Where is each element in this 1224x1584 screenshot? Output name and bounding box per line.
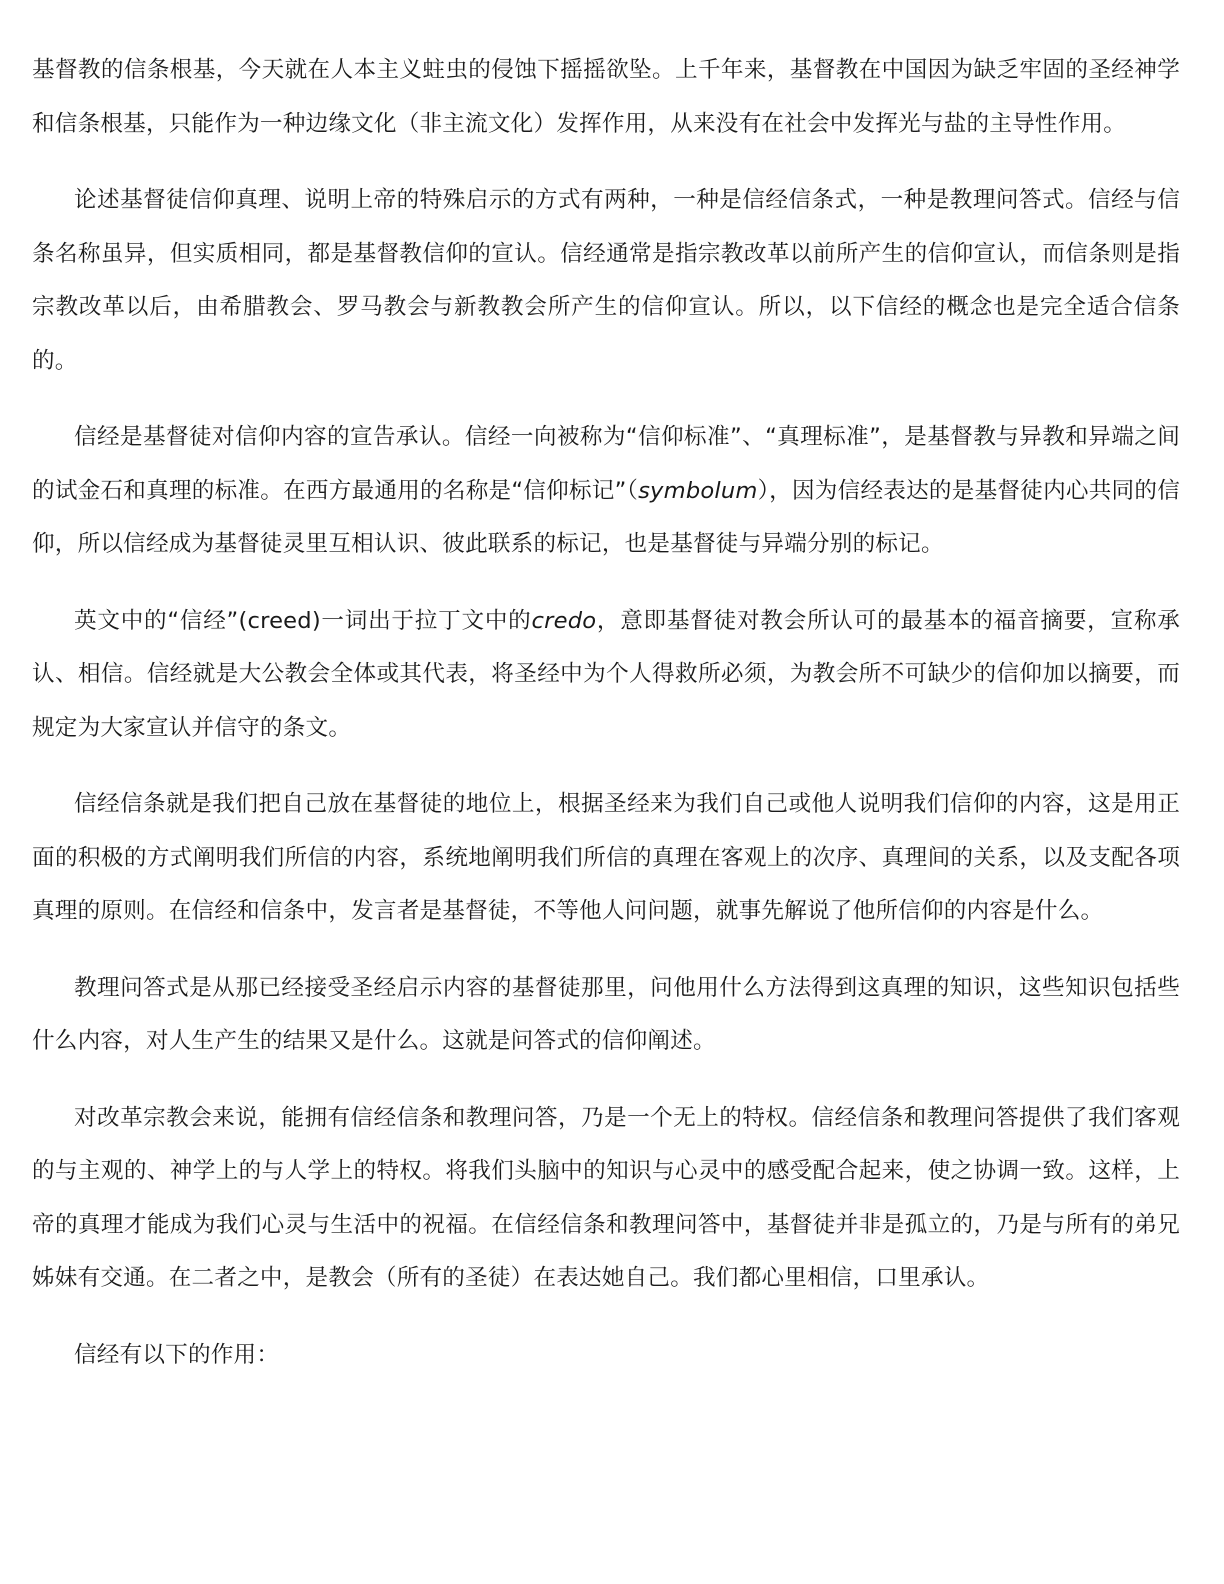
- paragraph-6-text: 教理问答式是从那已经接受圣经启示内容的基督徒那里，问他用什么方法得到这真理的知识，这些知识包括些什么内容，对人生产生的结果又是什么。这就是问答式的信仰阐述。: [32, 974, 1180, 1054]
- paragraph-1: [32, 44, 1180, 151]
- paragraph-5-text: 信经信条就是我们把自己放在基督徒的地位上，根据圣经来为我们自己或他人说明我们信仰的内容，这是用正面的积极的方式阐明我们所信的内容，系统地阐明我们所信的真理在客观上的次序、真理间的关系，以及支配各项真理的原则。在信经和信条中，发言者是基督徒，不等他人问问题，就事先解说了他所信仰的内容是什么。: [32, 791, 1180, 924]
- paragraph-4-text-b: ，意即基督徒对教会所认可的最基本的福音摘要，宣称承认、相信。信经就是大公教会全体或其代表，将圣经中为个人得救所必须，为教会所不可缺少的信仰加以摘要，而规定为大家宣认并信守的条文。: [32, 607, 1181, 741]
- paragraph-3-text-a: 信经是基督徒对信仰内容的宣告承认。信经一向被称为“信仰标准”、“真理标准”，是基督教与异教和异端之间的试金石和真理的标准。在西方最通用的名称是“信仰标记”（: [32, 424, 1180, 504]
- paragraph-6: [32, 962, 1180, 1069]
- paragraph-4-text-a: 英文中的“信经”(creed)一词出于拉丁文中的: [74, 607, 532, 634]
- paragraph-3-latin-term: symbolum: [638, 477, 758, 504]
- paragraph-5: [32, 778, 1180, 939]
- paragraph-2: [32, 174, 1180, 388]
- paragraph-4-latin-term: credo: [531, 607, 597, 634]
- document-body: [32, 44, 1180, 1405]
- paragraph-7: [32, 1092, 1180, 1306]
- paragraph-7-text: 对改革宗教会来说，能拥有信经信条和教理问答，乃是一个无上的特权。信经信条和教理问答提供了我们客观的与主观的、神学上的与人学上的特权。将我们头脑中的知识与心灵中的感受配合起来，使之协调一致。这样，上帝的真理才能成为我们心灵与生活中的祝福。在信经信条和教理问答中，基督徒并非是孤立的，乃是与所有的弟兄姊妹有交通。在二者之中，是教会（所有的圣徒）在表达她自己。我们都心里相信，口里承认。: [32, 1104, 1180, 1291]
- paragraph-8-text: 信经有以下的作用：: [74, 1341, 280, 1368]
- paragraph-3: [32, 411, 1180, 572]
- paragraph-4: [32, 595, 1180, 756]
- paragraph-1-text: 基督教的信条根基，今天就在人本主义蛀虫的侵蚀下摇摇欲坠。上千年来，基督教在中国因为缺乏牢固的圣经神学和信条根基，只能作为一种边缘文化（非主流文化）发挥作用，从来没有在社会中发挥光与盐的主导性作用。: [32, 57, 1180, 137]
- paragraph-3-text-b: ），因为信经表达的是基督徒内心共同的信仰，所以信经成为基督徒灵里互相认识、彼此联系的标记，也是基督徒与异端分别的标记。: [32, 477, 1180, 557]
- paragraph-8: [32, 1329, 1180, 1383]
- paragraph-2-text: 论述基督徒信仰真理、说明上帝的特殊启示的方式有两种，一种是信经信条式，一种是教理问答式。信经与信条名称虽异，但实质相同，都是基督教信仰的宣认。信经通常是指宗教改革以前所产生的信仰宣认，而信条则是指宗教改革以后，由希腊教会、罗马教会与新教教会所产生的信仰宣认。所以，以下信经的概念也是完全适合信条的。: [32, 187, 1180, 374]
